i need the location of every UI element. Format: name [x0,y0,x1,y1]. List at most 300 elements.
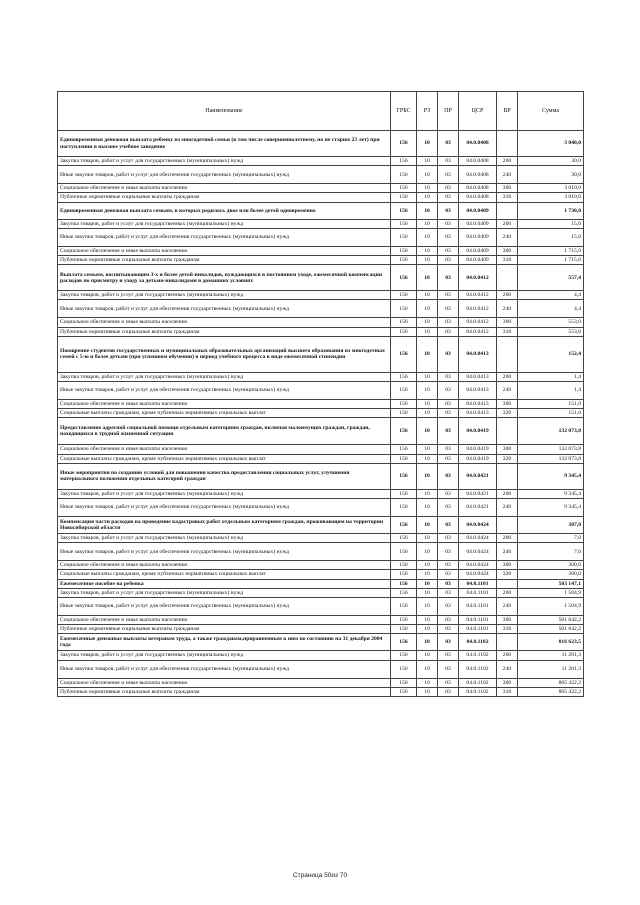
cell-sum: 151,0 [518,400,584,409]
cell-vr: 300 [497,616,518,625]
cell-rz: 10 [417,318,438,327]
cell-sum: 9 345,4 [518,489,584,498]
cell-sum: 501 642,2 [518,616,584,625]
cell-grbs: 156 [391,202,417,219]
cell-name: Ежемесячные денежные выплаты ветеранам труда, а также гражданам,приравненным к ним по состоянию на 31 декабря 2004 года [58,634,391,651]
cell-grbs: 156 [391,418,417,445]
header-rz: РЗ [417,92,438,131]
cell-rz: 10 [417,445,438,454]
table-row [58,588,584,597]
cell-vr: 240 [497,543,518,561]
table-row [58,499,584,517]
table-row [58,616,584,625]
cell-sum: 805 422,2 [518,678,584,687]
cell-vr: 200 [497,291,518,300]
cell-rz: 10 [417,327,438,336]
cell-vr: 240 [497,660,518,678]
cell-rz: 10 [417,499,438,517]
table-row [58,202,584,219]
header-csr: ЦСР [459,92,497,131]
table-row [58,166,584,184]
cell-pr: 03 [438,570,459,579]
cell-rz: 10 [417,372,438,381]
cell-grbs: 156 [391,543,417,561]
cell-name: Поощрение студентов государственных и муниципальных образовательных организаций высшего образования из многодетных семей с 5-ю и более детьми (при успешном обучении) в период учебного процесса в виде ежемесячной стипендии [58,336,391,372]
cell-pr: 03 [438,327,459,336]
cell-rz: 10 [417,157,438,166]
table-row [58,445,584,454]
budget-table [57,91,584,697]
cell-vr [497,463,518,489]
cell-vr: 310 [497,327,518,336]
cell-rz: 10 [417,336,438,372]
cell-pr: 03 [438,336,459,372]
cell-vr: 240 [497,228,518,246]
cell-sum: 7,0 [518,534,584,543]
cell-rz: 10 [417,193,438,202]
cell-csr: 04.0.0408 [459,157,497,166]
cell-pr: 03 [438,634,459,651]
table-header-row [58,92,584,131]
cell-name: Социальные выплаты гражданам, кроме публичных нормативных социальных выплат [58,409,391,418]
cell-name: Социальное обеспечение и иные выплаты населению [58,184,391,193]
cell-rz: 10 [417,598,438,616]
cell-rz: 10 [417,184,438,193]
cell-pr: 03 [438,616,459,625]
cell-name: Иные мероприятия по созданию условий для повышения качества предоставления социальных услуг, улучшения материального положения отдельных категорий граждан [58,463,391,489]
cell-csr: 04.0.0412 [459,318,497,327]
cell-csr: 04.0.0413 [459,382,497,400]
cell-pr: 03 [438,409,459,418]
cell-pr: 03 [438,256,459,265]
cell-rz: 10 [417,543,438,561]
table-row [58,409,584,418]
cell-sum: 9 345,4 [518,463,584,489]
cell-csr: 04.0.0424 [459,543,497,561]
table-row [58,184,584,193]
cell-pr: 03 [438,265,459,291]
cell-csr: 04.0.0424 [459,570,497,579]
cell-grbs: 156 [391,246,417,255]
cell-sum: 3 010,0 [518,184,584,193]
cell-vr [497,634,518,651]
cell-vr: 200 [497,489,518,498]
cell-pr: 03 [438,228,459,246]
cell-rz: 10 [417,265,438,291]
cell-pr: 03 [438,454,459,463]
cell-csr: 04.0.1101 [459,579,497,588]
cell-csr: 04.0.0408 [459,184,497,193]
cell-name: Закупка товаров, работ и услуг для государственных (муниципальных) нужд [58,291,391,300]
cell-grbs: 156 [391,291,417,300]
cell-grbs: 156 [391,256,417,265]
cell-name: Публичные нормативные социальные выплаты гражданам [58,625,391,634]
cell-vr [497,131,518,157]
cell-rz: 10 [417,463,438,489]
cell-rz: 10 [417,219,438,228]
table-row [58,570,584,579]
cell-rz: 10 [417,489,438,498]
cell-name: Иные закупки товаров, работ и услуг для обеспечения государственных (муниципальных) нужд [58,228,391,246]
cell-grbs: 156 [391,372,417,381]
table-row [58,489,584,498]
cell-pr: 03 [438,489,459,498]
table-row [58,418,584,445]
cell-csr: 04.0.0408 [459,166,497,184]
cell-sum: 151,0 [518,409,584,418]
cell-name: Иные закупки товаров, работ и услуг для обеспечения государственных (муниципальных) нужд [58,300,391,318]
cell-rz: 10 [417,291,438,300]
cell-csr: 04.0.1102 [459,687,497,696]
cell-pr: 03 [438,499,459,517]
cell-rz: 10 [417,300,438,318]
cell-csr: 04.0.1102 [459,678,497,687]
cell-sum: 1 715,0 [518,246,584,255]
cell-sum: 1 730,0 [518,202,584,219]
cell-csr: 04.0.1102 [459,651,497,660]
table-row [58,651,584,660]
cell-vr [497,202,518,219]
cell-vr: 200 [497,651,518,660]
cell-sum: 132 073,8 [518,418,584,445]
cell-pr: 03 [438,579,459,588]
cell-csr: 04.0.0409 [459,256,497,265]
cell-sum: 30,0 [518,157,584,166]
cell-grbs: 156 [391,327,417,336]
cell-pr: 03 [438,678,459,687]
cell-vr: 300 [497,678,518,687]
cell-rz: 10 [417,588,438,597]
cell-grbs: 156 [391,598,417,616]
header-sum: Сумма [518,92,584,131]
cell-name: Закупка товаров, работ и услуг для государственных (муниципальных) нужд [58,651,391,660]
cell-name: Выплата семьям, воспитывающим 3-х и более детей-инвалидов, нуждающихся в постоянном уходе, ежемесячной компенсации расходов по присмотру и уходу за детьми-инвалидами в домашних условиях [58,265,391,291]
cell-grbs: 156 [391,400,417,409]
cell-name: Закупка товаров, работ и услуг для государственных (муниципальных) нужд [58,588,391,597]
cell-rz: 10 [417,616,438,625]
cell-csr: 04.0.0409 [459,219,497,228]
table-row [58,157,584,166]
cell-grbs: 156 [391,616,417,625]
cell-grbs: 156 [391,219,417,228]
cell-csr: 04.0.0412 [459,300,497,318]
table-row [58,291,584,300]
cell-vr: 310 [497,256,518,265]
cell-sum: 9 345,4 [518,499,584,517]
cell-vr: 310 [497,193,518,202]
cell-grbs: 156 [391,454,417,463]
cell-sum: 557,4 [518,265,584,291]
cell-vr: 200 [497,372,518,381]
cell-csr: 04.0.0421 [459,489,497,498]
cell-pr: 03 [438,534,459,543]
cell-pr: 03 [438,598,459,616]
cell-name: Социальное обеспечение и иные выплаты населению [58,246,391,255]
cell-rz: 10 [417,409,438,418]
cell-sum: 3 040,0 [518,131,584,157]
cell-rz: 10 [417,660,438,678]
cell-pr: 03 [438,193,459,202]
cell-vr: 240 [497,598,518,616]
cell-csr: 04.0.0412 [459,291,497,300]
cell-name: Закупка товаров, работ и услуг для государственных (муниципальных) нужд [58,489,391,498]
cell-pr: 03 [438,318,459,327]
cell-sum: 553,0 [518,327,584,336]
cell-csr: 04.0.0413 [459,372,497,381]
cell-sum: 1 504,9 [518,588,584,597]
cell-rz: 10 [417,454,438,463]
cell-pr: 03 [438,561,459,570]
table-row [58,634,584,651]
cell-grbs: 156 [391,300,417,318]
cell-name: Публичные нормативные социальные выплаты гражданам [58,256,391,265]
table-row [58,678,584,687]
table-row [58,327,584,336]
table-body [58,131,584,697]
cell-csr: 04.0.0408 [459,131,497,157]
table-row [58,454,584,463]
cell-csr: 04.0.0413 [459,400,497,409]
cell-pr: 03 [438,463,459,489]
cell-vr: 320 [497,570,518,579]
cell-csr: 04.0.0413 [459,336,497,372]
cell-csr: 04.0.1101 [459,598,497,616]
cell-pr: 03 [438,418,459,445]
cell-name: Иные закупки товаров, работ и услуг для обеспечения государственных (муниципальных) нужд [58,382,391,400]
cell-grbs: 156 [391,660,417,678]
page-number: Страница 50из 70 [292,872,348,879]
cell-vr [497,336,518,372]
cell-sum: 805 422,2 [518,687,584,696]
cell-csr: 04.0.0421 [459,463,497,489]
cell-sum: 15,0 [518,219,584,228]
cell-sum: 30,0 [518,166,584,184]
cell-pr: 03 [438,219,459,228]
cell-csr: 04.0.0424 [459,517,497,534]
cell-csr: 04.0.0408 [459,193,497,202]
cell-csr: 04.0.0419 [459,418,497,445]
cell-grbs: 156 [391,489,417,498]
cell-pr: 03 [438,445,459,454]
cell-sum: 503 147,1 [518,579,584,588]
cell-pr: 03 [438,687,459,696]
cell-grbs: 156 [391,445,417,454]
table-row [58,382,584,400]
cell-csr: 04.0.1101 [459,625,497,634]
cell-name: Единовременная денежная выплата семьям, в которых родилось двое или более детей одновременно [58,202,391,219]
table-row [58,265,584,291]
cell-grbs: 156 [391,579,417,588]
table-row [58,246,584,255]
cell-vr [497,265,518,291]
cell-vr: 300 [497,445,518,454]
cell-rz: 10 [417,418,438,445]
cell-vr: 320 [497,409,518,418]
cell-grbs: 156 [391,166,417,184]
cell-vr: 300 [497,561,518,570]
cell-csr: 04.0.0409 [459,228,497,246]
cell-name: Иные закупки товаров, работ и услуг для обеспечения государственных (муниципальных) нужд [58,598,391,616]
cell-csr: 04.0.0409 [459,202,497,219]
cell-rz: 10 [417,687,438,696]
cell-csr: 04.0.1101 [459,616,497,625]
cell-grbs: 156 [391,534,417,543]
header-pr: ПР [438,92,459,131]
table-row [58,598,584,616]
cell-grbs: 156 [391,517,417,534]
cell-grbs: 156 [391,651,417,660]
cell-name: Социальное обеспечение и иные выплаты населению [58,318,391,327]
cell-sum: 1,4 [518,372,584,381]
cell-grbs: 156 [391,382,417,400]
table-row [58,579,584,588]
cell-vr: 240 [497,166,518,184]
cell-grbs: 156 [391,193,417,202]
cell-pr: 03 [438,625,459,634]
cell-sum: 152,4 [518,336,584,372]
cell-sum: 553,0 [518,318,584,327]
cell-rz: 10 [417,534,438,543]
cell-rz: 10 [417,678,438,687]
cell-grbs: 156 [391,570,417,579]
cell-name: Социальное обеспечение и иные выплаты населению [58,445,391,454]
cell-name: Предоставление адресной социальной помощи отдельным категориям граждан, включая малоимущих граждан, граждан, находящихся в трудной жизненной ситуации [58,418,391,445]
table-row [58,561,584,570]
cell-vr [497,579,518,588]
cell-name: Публичные нормативные социальные выплаты гражданам [58,687,391,696]
cell-name: Социальное обеспечение и иные выплаты населению [58,561,391,570]
cell-name: Иные закупки товаров, работ и услуг для обеспечения государственных (муниципальных) нужд [58,660,391,678]
cell-vr: 200 [497,588,518,597]
cell-sum: 307,0 [518,517,584,534]
cell-sum: 4,4 [518,291,584,300]
cell-pr: 03 [438,157,459,166]
cell-pr: 03 [438,166,459,184]
cell-csr: 04.0.0409 [459,246,497,255]
cell-grbs: 156 [391,561,417,570]
cell-sum: 300,0 [518,561,584,570]
cell-vr: 300 [497,246,518,255]
cell-sum: 132 073,8 [518,454,584,463]
table-row [58,256,584,265]
cell-grbs: 156 [391,336,417,372]
cell-rz: 10 [417,400,438,409]
cell-sum: 1,4 [518,382,584,400]
table-row [58,625,584,634]
cell-grbs: 156 [391,131,417,157]
header-name: Наименование [58,92,391,131]
cell-name: Иные закупки товаров, работ и услуг для обеспечения государственных (муниципальных) нужд [58,543,391,561]
cell-grbs: 156 [391,625,417,634]
cell-sum: 501 642,2 [518,625,584,634]
cell-vr: 200 [497,157,518,166]
cell-sum: 15,0 [518,228,584,246]
table-row [58,372,584,381]
cell-pr: 03 [438,131,459,157]
cell-rz: 10 [417,228,438,246]
cell-name: Социальные выплаты гражданам, кроме публичных нормативных социальных выплат [58,570,391,579]
cell-sum: 11 201,3 [518,651,584,660]
cell-name: Закупка товаров, работ и услуг для государственных (муниципальных) нужд [58,372,391,381]
cell-sum: 3 010,0 [518,193,584,202]
cell-rz: 10 [417,561,438,570]
cell-pr: 03 [438,246,459,255]
cell-sum: 816 623,5 [518,634,584,651]
cell-csr: 04.0.0412 [459,327,497,336]
cell-name: Закупка товаров, работ и услуг для государственных (муниципальных) нужд [58,219,391,228]
cell-vr: 300 [497,318,518,327]
cell-pr: 03 [438,202,459,219]
header-vr: ВР [497,92,518,131]
cell-vr: 300 [497,400,518,409]
cell-sum: 7,0 [518,543,584,561]
cell-csr: 04.0.1102 [459,634,497,651]
cell-pr: 03 [438,517,459,534]
cell-rz: 10 [417,131,438,157]
cell-name: Публичные нормативные социальные выплаты гражданам [58,327,391,336]
cell-sum: 132 073,8 [518,445,584,454]
cell-grbs: 156 [391,463,417,489]
cell-pr: 03 [438,543,459,561]
cell-sum: 1 715,0 [518,256,584,265]
cell-csr: 04.0.1102 [459,660,497,678]
cell-rz: 10 [417,166,438,184]
cell-vr: 240 [497,499,518,517]
table-row [58,543,584,561]
cell-vr [497,517,518,534]
cell-sum: 11 201,3 [518,660,584,678]
table-row [58,193,584,202]
table-row [58,517,584,534]
cell-grbs: 156 [391,687,417,696]
cell-rz: 10 [417,517,438,534]
cell-pr: 03 [438,660,459,678]
cell-rz: 10 [417,651,438,660]
cell-sum: 300,0 [518,570,584,579]
cell-grbs: 156 [391,634,417,651]
cell-vr: 320 [497,454,518,463]
cell-vr: 200 [497,534,518,543]
cell-vr: 300 [497,184,518,193]
cell-vr [497,418,518,445]
cell-name: Иные закупки товаров, работ и услуг для обеспечения государственных (муниципальных) нужд [58,499,391,517]
cell-sum: 4,4 [518,300,584,318]
cell-pr: 03 [438,651,459,660]
cell-name: Публичные нормативные социальные выплаты гражданам [58,193,391,202]
table-row [58,534,584,543]
table-row [58,660,584,678]
cell-grbs: 156 [391,318,417,327]
cell-csr: 04.0.0412 [459,265,497,291]
cell-vr: 240 [497,382,518,400]
cell-name: Социальное обеспечение и иные выплаты населению [58,678,391,687]
cell-name: Социальные выплаты гражданам, кроме публичных нормативных социальных выплат [58,454,391,463]
cell-pr: 03 [438,588,459,597]
table-row [58,228,584,246]
cell-csr: 04.0.0413 [459,409,497,418]
cell-pr: 03 [438,300,459,318]
cell-vr: 310 [497,687,518,696]
cell-vr: 310 [497,625,518,634]
table-row [58,300,584,318]
cell-rz: 10 [417,625,438,634]
cell-csr: 04.0.0419 [459,445,497,454]
cell-csr: 04.0.1101 [459,588,497,597]
cell-grbs: 156 [391,588,417,597]
cell-pr: 03 [438,382,459,400]
cell-name: Закупка товаров, работ и услуг для государственных (муниципальных) нужд [58,157,391,166]
cell-pr: 03 [438,184,459,193]
